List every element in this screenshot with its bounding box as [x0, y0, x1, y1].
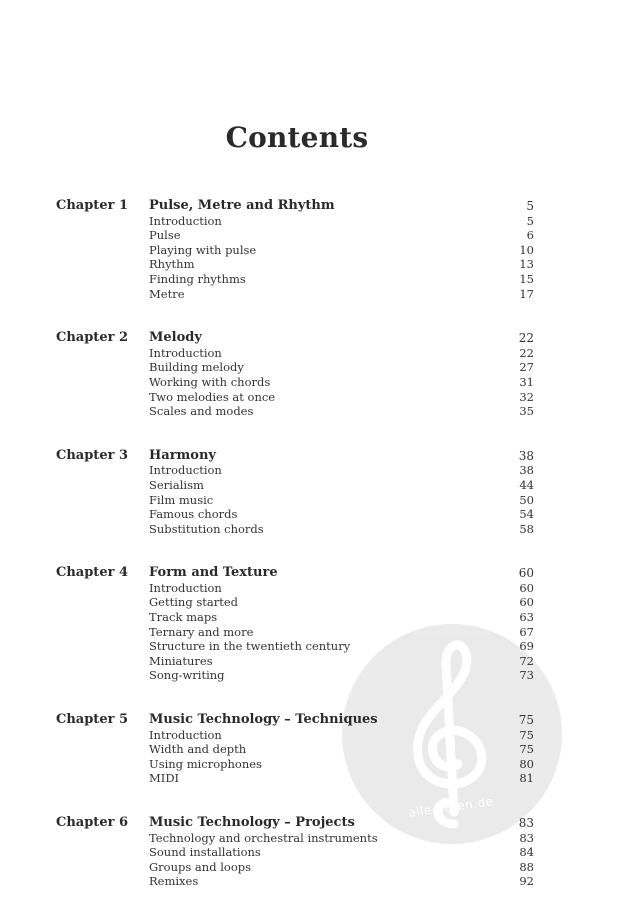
chapter-label: Chapter 6 [56, 815, 129, 830]
toc-entry-title: Ternary and more [149, 624, 254, 639]
toc-entry-page-number: 50 [519, 492, 534, 507]
chapter-section [56, 565, 534, 683]
toc-entry-title: Two melodies at once [149, 389, 276, 404]
toc-entry-page-number: 58 [519, 521, 534, 536]
toc-entry[interactable] [56, 654, 534, 669]
toc-entry-title: Scales and modes [149, 404, 254, 419]
toc-entry-title: Width and depth [149, 742, 247, 757]
toc-entry-page-number: 60 [519, 580, 534, 595]
toc-entry[interactable] [56, 346, 534, 361]
toc-entry-title: Serialism [149, 477, 204, 492]
toc-entry-page-number: 32 [519, 389, 534, 404]
chapter-header[interactable] [56, 565, 534, 580]
toc-entry-page-number: 84 [519, 845, 534, 860]
watermark-text: alle-noten.de [407, 794, 495, 820]
toc-entry-page-number: 35 [519, 404, 534, 419]
toc-entry-page-number: 69 [519, 639, 534, 654]
toc-entry[interactable] [56, 375, 534, 390]
chapter-section [56, 198, 534, 301]
page-title: Contents [225, 121, 369, 154]
toc-entry-page-number: 15 [519, 271, 534, 286]
toc-entry-page-number: 88 [519, 859, 534, 874]
toc-entry[interactable] [56, 742, 534, 757]
toc-entry-title: Miniatures [149, 653, 213, 668]
toc-entry[interactable] [56, 522, 534, 537]
toc-entry[interactable] [56, 478, 534, 493]
chapter-section [56, 448, 534, 537]
chapter-title: Music Technology – Projects [149, 815, 355, 830]
chapter-header[interactable] [56, 815, 534, 830]
toc-entry-title: Introduction [149, 345, 222, 360]
toc-entry[interactable] [56, 272, 534, 287]
toc-entry-page-number: 22 [519, 345, 534, 360]
toc-entry[interactable] [56, 360, 534, 375]
toc-entry[interactable] [56, 287, 534, 302]
chapter-header[interactable] [56, 198, 534, 213]
table-of-contents [56, 198, 534, 889]
toc-entry-page-number: 92 [519, 874, 534, 889]
chapter-label: Chapter 2 [56, 330, 129, 346]
toc-entry-page-number: 54 [519, 507, 534, 522]
chapter-label: Chapter 5 [56, 712, 129, 728]
chapter-page-number: 60 [518, 566, 534, 581]
toc-entry-title: Song-writing [149, 668, 225, 683]
toc-entry[interactable] [56, 668, 534, 683]
toc-entry-page-number: 38 [519, 463, 534, 478]
toc-entry-title: Introduction [149, 213, 222, 228]
toc-entry-title: Playing with pulse [149, 242, 257, 257]
toc-entry[interactable] [56, 581, 534, 596]
chapter-page-number: 22 [518, 331, 534, 346]
toc-entry-page-number: 31 [519, 374, 534, 389]
toc-entry[interactable] [56, 845, 534, 860]
toc-entry[interactable] [56, 228, 534, 243]
toc-entry[interactable] [56, 507, 534, 522]
toc-entry-page-number: 10 [519, 242, 534, 257]
toc-entry[interactable] [56, 463, 534, 478]
toc-entry-title: Finding rhythms [149, 271, 246, 286]
chapter-section [56, 712, 534, 786]
toc-entry-page-number: 73 [519, 668, 534, 683]
toc-entry[interactable] [56, 831, 534, 846]
toc-entry[interactable] [56, 595, 534, 610]
toc-entry-page-number: 67 [519, 624, 534, 639]
toc-entry-title: Remixes [149, 874, 199, 889]
chapter-header[interactable] [56, 448, 534, 463]
toc-entry-page-number: 75 [519, 727, 534, 742]
toc-entry[interactable] [56, 404, 534, 419]
toc-entry-title: Getting started [149, 595, 239, 610]
toc-entry-title: Building melody [149, 360, 244, 375]
toc-entry[interactable] [56, 771, 534, 786]
toc-entry-page-number: 6 [526, 228, 534, 243]
toc-entry-page-number: 5 [526, 213, 534, 228]
chapter-title: Pulse, Metre and Rhythm [149, 198, 335, 213]
toc-entry-page-number: 60 [519, 595, 534, 610]
toc-entry[interactable] [56, 243, 534, 258]
toc-entry[interactable] [56, 625, 534, 640]
toc-entry-title: Rhythm [149, 257, 195, 272]
toc-entry-title: Track maps [149, 610, 218, 625]
toc-entry-title: Groups and loops [149, 859, 252, 874]
toc-entry-page-number: 75 [519, 742, 534, 757]
chapter-section [56, 330, 534, 419]
chapter-title: Melody [149, 330, 202, 346]
chapter-page-number: 75 [518, 713, 534, 728]
toc-entry-title: Sound installations [149, 845, 261, 860]
chapter-title: Harmony [149, 447, 216, 463]
chapter-label: Chapter 3 [56, 447, 129, 463]
toc-entry[interactable] [56, 860, 534, 875]
toc-entry[interactable] [56, 214, 534, 229]
chapter-title: Form and Texture [149, 565, 278, 581]
toc-entry-title: Substitution chords [149, 521, 264, 536]
toc-entry-title: Metre [149, 286, 185, 301]
chapter-title: Music Technology – Techniques [149, 712, 378, 728]
toc-entry-title: Structure in the twentieth century [149, 639, 351, 654]
chapter-label: Chapter 4 [56, 565, 129, 581]
toc-entry-title: Introduction [149, 463, 222, 478]
toc-entry-page-number: 44 [519, 477, 534, 492]
toc-entry-title: Pulse [149, 228, 181, 243]
toc-entry-page-number: 83 [519, 830, 534, 845]
toc-entry-page-number: 63 [519, 610, 534, 625]
toc-entry-title: Introduction [149, 727, 222, 742]
chapter-label: Chapter 1 [56, 198, 129, 213]
toc-entry-title: Technology and orchestral instruments [149, 830, 378, 845]
toc-entry[interactable] [56, 757, 534, 772]
chapter-page-number: 38 [518, 448, 534, 463]
toc-entry[interactable] [56, 874, 534, 889]
toc-entry-page-number: 72 [519, 653, 534, 668]
toc-entry-page-number: 80 [519, 756, 534, 771]
toc-entry-page-number: 13 [519, 257, 534, 272]
toc-entry-page-number: 81 [519, 771, 534, 786]
chapter-page-number: 5 [526, 199, 534, 213]
toc-entry[interactable] [56, 639, 534, 654]
toc-entry-title: Using microphones [149, 756, 262, 771]
chapter-header[interactable] [56, 330, 534, 345]
toc-entry-title: MIDI [149, 771, 180, 786]
toc-entry[interactable] [56, 493, 534, 508]
toc-entry-page-number: 27 [519, 360, 534, 375]
chapter-page-number: 83 [518, 816, 534, 830]
toc-entry[interactable] [56, 390, 534, 405]
chapter-section [56, 815, 534, 889]
toc-entry[interactable] [56, 257, 534, 272]
toc-entry-title: Introduction [149, 580, 222, 595]
toc-entry[interactable] [56, 728, 534, 743]
chapter-header[interactable] [56, 712, 534, 727]
toc-entry-title: Film music [149, 492, 214, 507]
toc-entry-title: Famous chords [149, 507, 238, 522]
toc-entry-title: Working with chords [149, 374, 271, 389]
toc-entry-page-number: 17 [519, 286, 534, 301]
toc-entry[interactable] [56, 610, 534, 625]
